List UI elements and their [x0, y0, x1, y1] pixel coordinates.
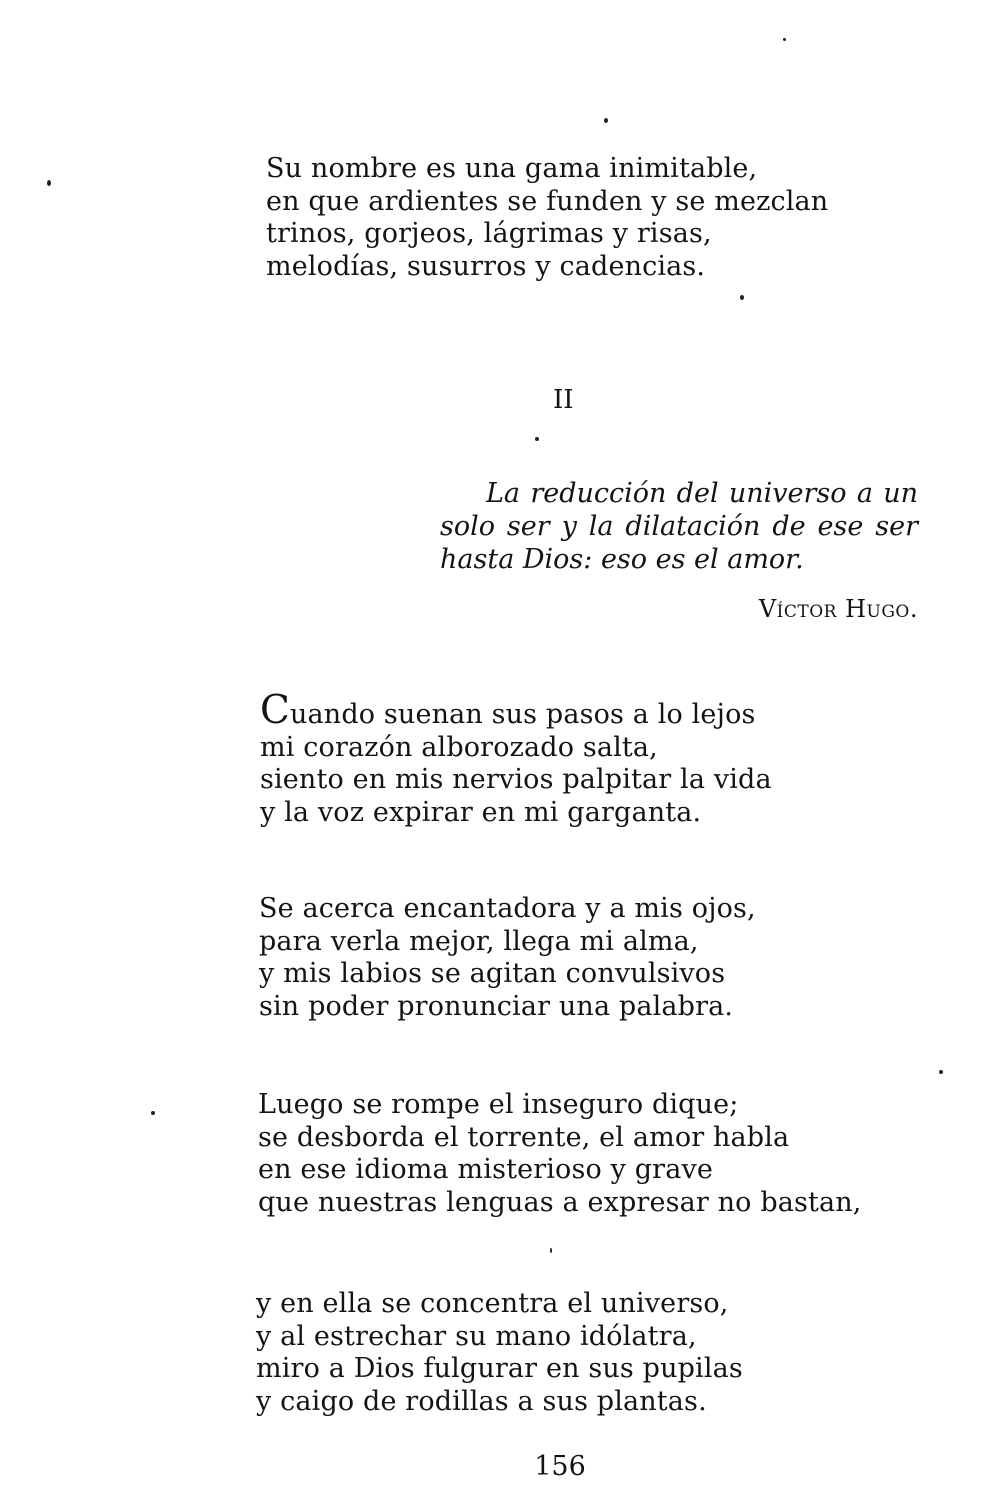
verse-line: y caigo de rodillas a sus plantas.: [256, 1385, 707, 1417]
verse-line-rest: uando suenan sus pasos a lo lejos: [290, 699, 756, 730]
verse-line: siento en mis nervios palpitar la vida: [260, 764, 772, 795]
scan-speck: [604, 118, 608, 123]
epigraph-line: La reducción del universo a un: [486, 478, 918, 509]
epigraph-line: hasta Dios: eso es el amor.: [440, 544, 804, 575]
verse-line: y al estrechar su mano idólatra,: [256, 1320, 697, 1352]
verse-line: en ese idioma misterioso y grave: [258, 1154, 714, 1185]
stanza-2: [260, 688, 772, 829]
verse-line: que nuestras lenguas a expresar no bastan,: [258, 1186, 862, 1218]
scan-speck: [740, 295, 744, 300]
verse-line: [260, 688, 772, 733]
verse-line: para verla mejor, llega mi alma,: [259, 925, 699, 957]
verse-line: se desborda el torrente, el amor habla: [258, 1121, 790, 1153]
scan-speck: [939, 1070, 943, 1074]
stanza-3: [259, 893, 756, 1023]
verse-line: Luego se rompe el inseguro dique;: [258, 1089, 739, 1120]
verse-line: Su nombre es una gama inimitable,: [266, 153, 758, 184]
stanza-4: [258, 1089, 862, 1219]
page-number: 156: [534, 1451, 586, 1482]
epigraph: [440, 477, 918, 576]
verse-line: Se acerca encantadora y a mis ojos,: [259, 893, 756, 924]
stanza-1: [266, 153, 828, 283]
verse-line: mi corazón alborozado salta,: [260, 731, 658, 763]
scan-speck: [535, 437, 539, 441]
verse-line: melodías, susurros y cadencias.: [266, 250, 706, 282]
verse-line: y en ella se concentra el universo,: [256, 1288, 729, 1319]
scan-speck: [151, 1111, 155, 1115]
verse-line: y mis labios se agitan convulsivos: [259, 958, 726, 989]
scan-speck: [783, 38, 786, 41]
verse-line: trinos, gorjeos, lágrimas y risas,: [266, 218, 712, 249]
verse-line: sin poder pronunciar una palabra.: [259, 990, 734, 1022]
verse-line: en que ardientes se funden y se mezclan: [266, 185, 829, 217]
epigraph-line: solo ser y la dilatación de ese ser: [440, 511, 918, 542]
drop-cap: C: [260, 688, 290, 733]
verse-line: y la voz expirar en mi garganta.: [260, 796, 702, 828]
section-number: II: [553, 385, 574, 415]
stanza-5: [256, 1288, 743, 1418]
scan-speck: [550, 1248, 552, 1253]
scan-speck: [47, 180, 51, 186]
epigraph-author: Víctor Hugo.: [758, 595, 918, 623]
verse-line: miro a Dios fulgurar en sus pupilas: [256, 1353, 743, 1384]
